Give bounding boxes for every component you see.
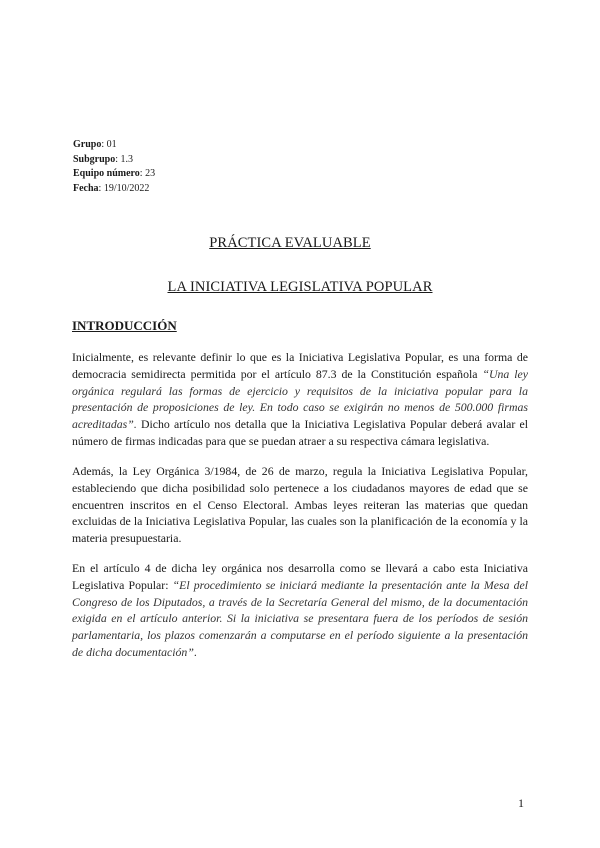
meta-subgrupo [73,153,155,168]
paragraph-text: Dicho artículo nos detalla que la Iniciativa Legislativa Popular deberá avalar el número de firmas indicadas para que se puedan atraer a su respectiva cámara legislativa. [72,417,528,448]
section-heading: INTRODUCCIÓN [72,318,177,333]
document-subtitle: LA INICIATIVA LEGISLATIVA POPULAR [167,279,433,295]
meta-label: Equipo número [73,168,140,179]
meta-equipo [73,167,155,182]
meta-value: : 1.3 [115,153,134,165]
meta-value: : 01 [101,139,117,150]
paragraph-2: Además, la Ley Orgánica 3/1984, de 26 de marzo, regula la Iniciativa Legislativa Popular, estableciendo que dicha posibilidad solo pertenece a los ciudadanos mayores de edad que se encuentren inscritos en el Censo Electoral. Ambas leyes reiteran las materias que quedan excluidas de la Iniciativa Legislativa Popular, las cuales son la planificación de la economía y la materia presupuestaria. [72,464,528,546]
meta-value: : 23 [139,168,156,179]
meta-label: Grupo [73,139,102,150]
quote-text: “El procedimiento se iniciará mediante la presentación ante la Mesa del Congreso de los Diputados, a través de la Secretaría General del mismo, de la documentación exigida en el artículo anterior. Si la iniciativa se presentara fuera de los períodos de sesión parlamentaria, los plazos comenzarán a computarse en el período siguiente a la presentación de dicha documentación” [72,577,528,659]
paragraph-1 [72,349,528,450]
page-number: 1 [518,796,524,810]
paragraph-3 [72,560,528,661]
document-metadata [73,138,155,196]
meta-grupo [73,138,155,153]
paragraph-text: Inicialmente, es relevante definir lo que es la Iniciativa Legislativa Popular, es una forma de democracia semidirecta permitida por el artículo 87.3 de la Constitución española [72,350,528,381]
document-title: PRÁCTICA EVALUABLE [209,235,371,251]
paragraph-text: En el artículo 4 de dicha ley orgánica nos desarrolla como se llevará a cabo esta Iniciativa Legislativa Popular: [72,561,528,592]
meta-label: Fecha [73,182,99,194]
meta-fecha [73,182,155,197]
meta-value: : 19/10/2022 [98,182,150,194]
quote-text: “Una ley orgánica regulará las formas de ejercicio y requisitos de la iniciativa popular para la presentación de proposiciones de ley. En todo caso se exigirán no menos de 500.000 firmas acreditadas”. [72,366,529,432]
meta-label: Subgrupo [73,153,116,165]
paragraph-text: . [193,644,197,659]
